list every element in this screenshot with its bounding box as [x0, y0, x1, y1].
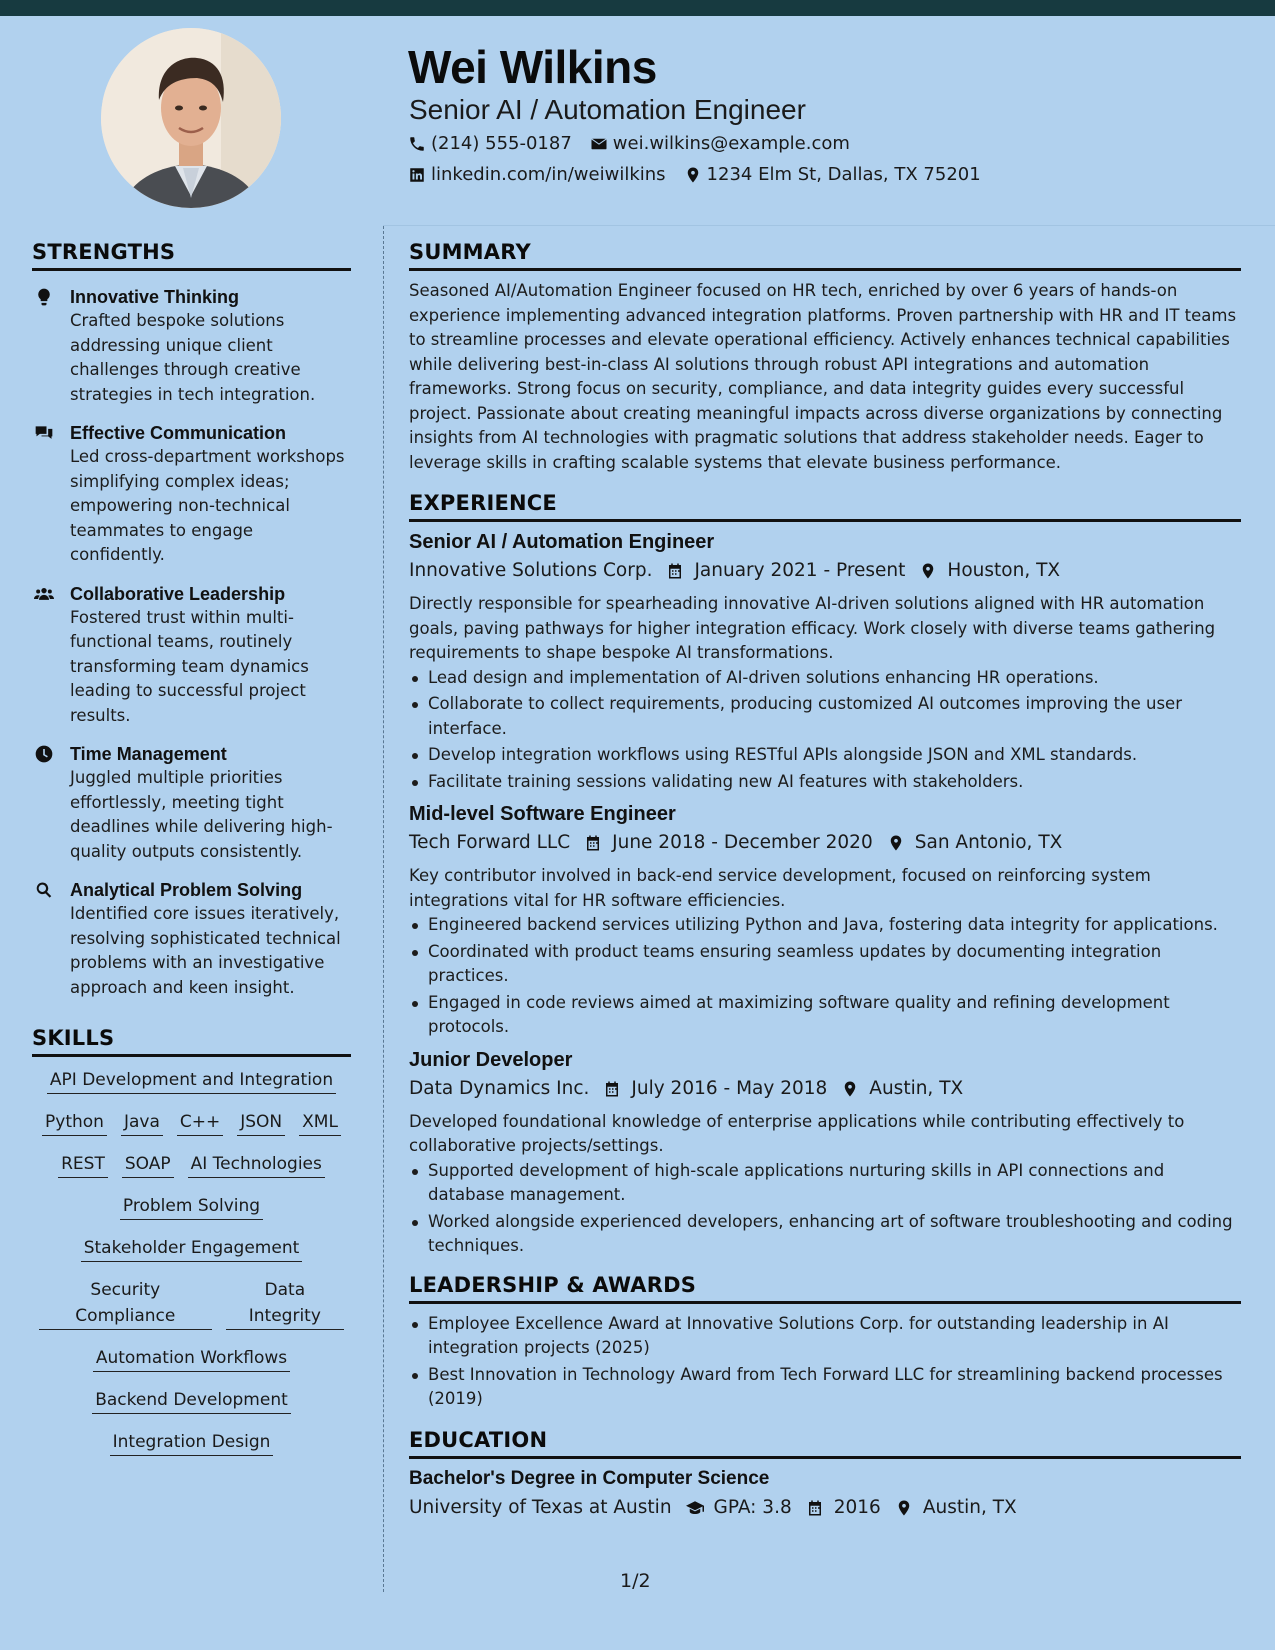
job-entry	[409, 800, 1241, 1040]
list-item: Coordinated with product teams ensuring seamless updates by documenting integration practices.	[409, 940, 1241, 989]
map-pin-icon	[841, 1080, 859, 1098]
calendar-icon	[806, 1499, 824, 1517]
strength-item	[32, 878, 351, 1000]
column-divider	[383, 226, 384, 1592]
linkedin-text: linkedin.com/in/weiwilkins	[431, 164, 666, 185]
contact-row-1	[408, 133, 868, 154]
job-description: Directly responsible for spearheading innovative AI-driven solutions aligned with HR automation goals, paving pathways for higher integration efficacy. Work closely with diverse teams gathering requirements to shape bespoke AI transformations.	[409, 594, 1216, 662]
map-pin-icon	[887, 834, 905, 852]
list-item: Supported development of high-scale applications nurturing skills in API connections and database management.	[409, 1159, 1241, 1208]
strength-item	[32, 285, 351, 407]
skill-row	[32, 1429, 351, 1456]
strength-title: Effective Communication	[70, 423, 287, 443]
education-school: University of Texas at Austin	[409, 1496, 672, 1518]
skill-row	[32, 1193, 351, 1220]
job-title: Junior Developer	[409, 1048, 573, 1071]
list-item: Facilitate training sessions validating new AI features with stakeholders.	[409, 770, 1241, 795]
job-bullets	[409, 666, 1241, 795]
strength-item	[32, 582, 351, 729]
strength-desc: Fostered trust within multi-functional teams, routinely transforming team dynamics leading to successful project results.	[70, 607, 309, 725]
skills-list	[32, 1057, 351, 1456]
job-bullets	[409, 913, 1241, 1040]
phone-icon	[408, 135, 426, 153]
list-item: Best Innovation in Technology Award from Tech Forward LLC for streamlining backend processes (2019)	[409, 1363, 1241, 1412]
skill-tag: C++	[177, 1109, 223, 1136]
header-divider	[383, 225, 1275, 226]
list-item: Develop integration workflows using RESTful APIs alongside JSON and XML standards.	[409, 743, 1241, 768]
awards-heading: LEADERSHIP & AWARDS	[409, 1273, 1241, 1304]
job-location: Austin, TX	[869, 1077, 964, 1099]
list-item: Engineered backend services utilizing Python and Java, fostering data integrity for applications.	[409, 913, 1241, 938]
envelope-icon	[590, 135, 608, 153]
awards-list	[409, 1312, 1241, 1412]
skill-tag: Python	[42, 1109, 107, 1136]
right-column	[409, 240, 1241, 1529]
map-pin-icon	[684, 166, 702, 184]
page-number: 1/2	[620, 1570, 651, 1592]
job-meta	[409, 556, 1241, 586]
skill-tag: Backend Development	[92, 1387, 291, 1414]
skill-tag: Stakeholder Engagement	[81, 1235, 303, 1262]
job-description: Key contributor involved in back-end service development, focused on reinforcing system integrations vital for HR software efficiencies.	[409, 866, 1151, 910]
list-item: Worked alongside experienced developers, enhancing art of software troubleshooting and coding techniques.	[409, 1210, 1241, 1259]
strength-desc: Identified core issues iteratively, resolving sophisticated technical problems with an investigative approach and keen insight.	[70, 904, 341, 997]
skill-row	[32, 1235, 351, 1262]
candidate-title: Senior AI / Automation Engineer	[409, 94, 806, 125]
strength-desc: Crafted bespoke solutions addressing unique client challenges through creative strategies in tech integration.	[70, 311, 316, 404]
skill-tag: Automation Workflows	[93, 1345, 290, 1372]
search-icon	[32, 878, 70, 1000]
job-meta	[409, 1074, 1241, 1104]
strength-desc: Juggled multiple priorities effortlessly, meeting tight deadlines while delivering high-quality outputs consistently.	[70, 768, 333, 861]
skill-tag: Data Integrity	[226, 1277, 344, 1330]
calendar-icon	[603, 1080, 621, 1098]
linkedin-contact[interactable]	[408, 164, 666, 185]
linkedin-icon	[408, 166, 426, 184]
skill-row	[32, 1151, 351, 1178]
list-item: Collaborate to collect requirements, producing customized AI outcomes improving the user interface.	[409, 692, 1241, 741]
education-meta	[409, 1493, 1241, 1523]
strength-item	[32, 742, 351, 864]
job-title: Senior AI / Automation Engineer	[409, 531, 715, 553]
skill-tag: Integration Design	[110, 1429, 274, 1456]
list-item: Lead design and implementation of AI-driven solutions enhancing HR operations.	[409, 666, 1241, 691]
job-company: Data Dynamics Inc.	[409, 1077, 590, 1099]
education-year: 2016	[833, 1496, 881, 1518]
skill-tag: Problem Solving	[120, 1193, 263, 1220]
job-company: Tech Forward LLC	[409, 832, 571, 853]
strength-title: Collaborative Leadership	[70, 583, 286, 604]
job-meta	[409, 828, 1241, 858]
strengths-heading: STRENGTHS	[32, 240, 351, 271]
job-company: Innovative Solutions Corp.	[409, 560, 653, 581]
profile-photo	[101, 28, 281, 208]
skill-tag: REST	[58, 1151, 108, 1178]
skill-tag: SOAP	[122, 1151, 174, 1178]
job-entry	[409, 528, 1241, 794]
education-heading: EDUCATION	[409, 1428, 1241, 1459]
skill-tag: JSON	[237, 1109, 285, 1136]
email-contact[interactable]	[590, 133, 850, 154]
strength-item	[32, 421, 351, 568]
education-gpa: GPA: 3.8	[713, 1496, 792, 1518]
email-text: wei.wilkins@example.com	[612, 133, 850, 154]
job-location: Houston, TX	[947, 560, 1061, 581]
job-location: San Antonio, TX	[914, 832, 1063, 853]
job-entry	[409, 1046, 1241, 1259]
experience-heading: EXPERIENCE	[409, 491, 1241, 522]
calendar-icon	[584, 834, 602, 852]
summary-text: Seasoned AI/Automation Engineer focused on HR tech, enriched by over 6 years of hands-on experience implementing advanced integration platforms. Proven partnership with HR and IT teams to streamline processes and elevate operational efficiency. Actively enhances technical capabilities while delivering best-in-class AI solutions through robust API integrations and automation frameworks. Strong focus on security, compliance, and data integrity guides every successful project. Passionate about creating meaningful impacts across diverse organizations by connecting insights from AI technologies with pragmatic solutions that address stakeholder needs. Eager to leverage skills in crafting scalable systems that elevate business performance.	[409, 281, 1237, 472]
strength-title: Innovative Thinking	[70, 287, 240, 307]
job-description: Developed foundational knowledge of enterprise applications while contributing effectively to collaborative projects/settings.	[409, 1111, 1185, 1155]
skill-tag: Security Compliance	[39, 1277, 212, 1330]
skill-tag: API Development and Integration	[47, 1067, 336, 1094]
education-degree: Bachelor's Degree in Computer Science	[409, 1467, 770, 1489]
skill-tag: Java	[121, 1109, 163, 1136]
strength-title: Time Management	[70, 744, 227, 764]
skill-row	[32, 1387, 351, 1414]
skill-tag: AI Technologies	[188, 1151, 325, 1178]
skill-row	[32, 1109, 351, 1136]
strength-title: Analytical Problem Solving	[70, 880, 303, 900]
lightbulb-icon	[32, 285, 70, 407]
calendar-icon	[666, 562, 684, 580]
skill-row	[32, 1345, 351, 1372]
address-text: 1234 Elm St, Dallas, TX 75201	[706, 164, 981, 185]
job-dates: January 2021 - Present	[694, 560, 906, 581]
skill-tag: XML	[299, 1109, 341, 1136]
comments-icon	[32, 421, 70, 568]
address-contact	[684, 164, 981, 185]
job-title: Mid-level Software Engineer	[409, 803, 676, 825]
candidate-name: Wei Wilkins	[408, 41, 657, 93]
map-pin-icon	[895, 1499, 913, 1517]
top-accent-bar	[0, 0, 1275, 16]
strength-desc: Led cross-department workshops simplifying complex ideas; empowering non-technical teammates to engage confidently.	[70, 447, 345, 564]
job-dates: June 2018 - December 2020	[612, 832, 873, 853]
job-dates: July 2016 - May 2018	[631, 1077, 828, 1099]
left-column	[32, 240, 351, 1471]
job-bullets	[409, 1159, 1241, 1259]
phone-contact[interactable]	[408, 133, 572, 154]
contact-row-2	[408, 164, 999, 185]
graduation-cap-icon	[686, 1499, 704, 1517]
avatar	[101, 28, 281, 208]
summary-heading: SUMMARY	[409, 240, 1241, 271]
skill-row	[32, 1067, 351, 1094]
skills-heading: SKILLS	[32, 1026, 351, 1057]
map-pin-icon	[919, 562, 937, 580]
phone-text: (214) 555-0187	[431, 133, 572, 154]
list-item: Engaged in code reviews aimed at maximizing software quality and refining development protocols.	[409, 991, 1241, 1040]
clock-icon	[32, 742, 70, 864]
skill-row	[32, 1277, 351, 1330]
education-location: Austin, TX	[922, 1496, 1017, 1518]
list-item: Employee Excellence Award at Innovative Solutions Corp. for outstanding leadership in AI integration projects (2025)	[409, 1312, 1241, 1361]
users-icon	[32, 582, 70, 729]
